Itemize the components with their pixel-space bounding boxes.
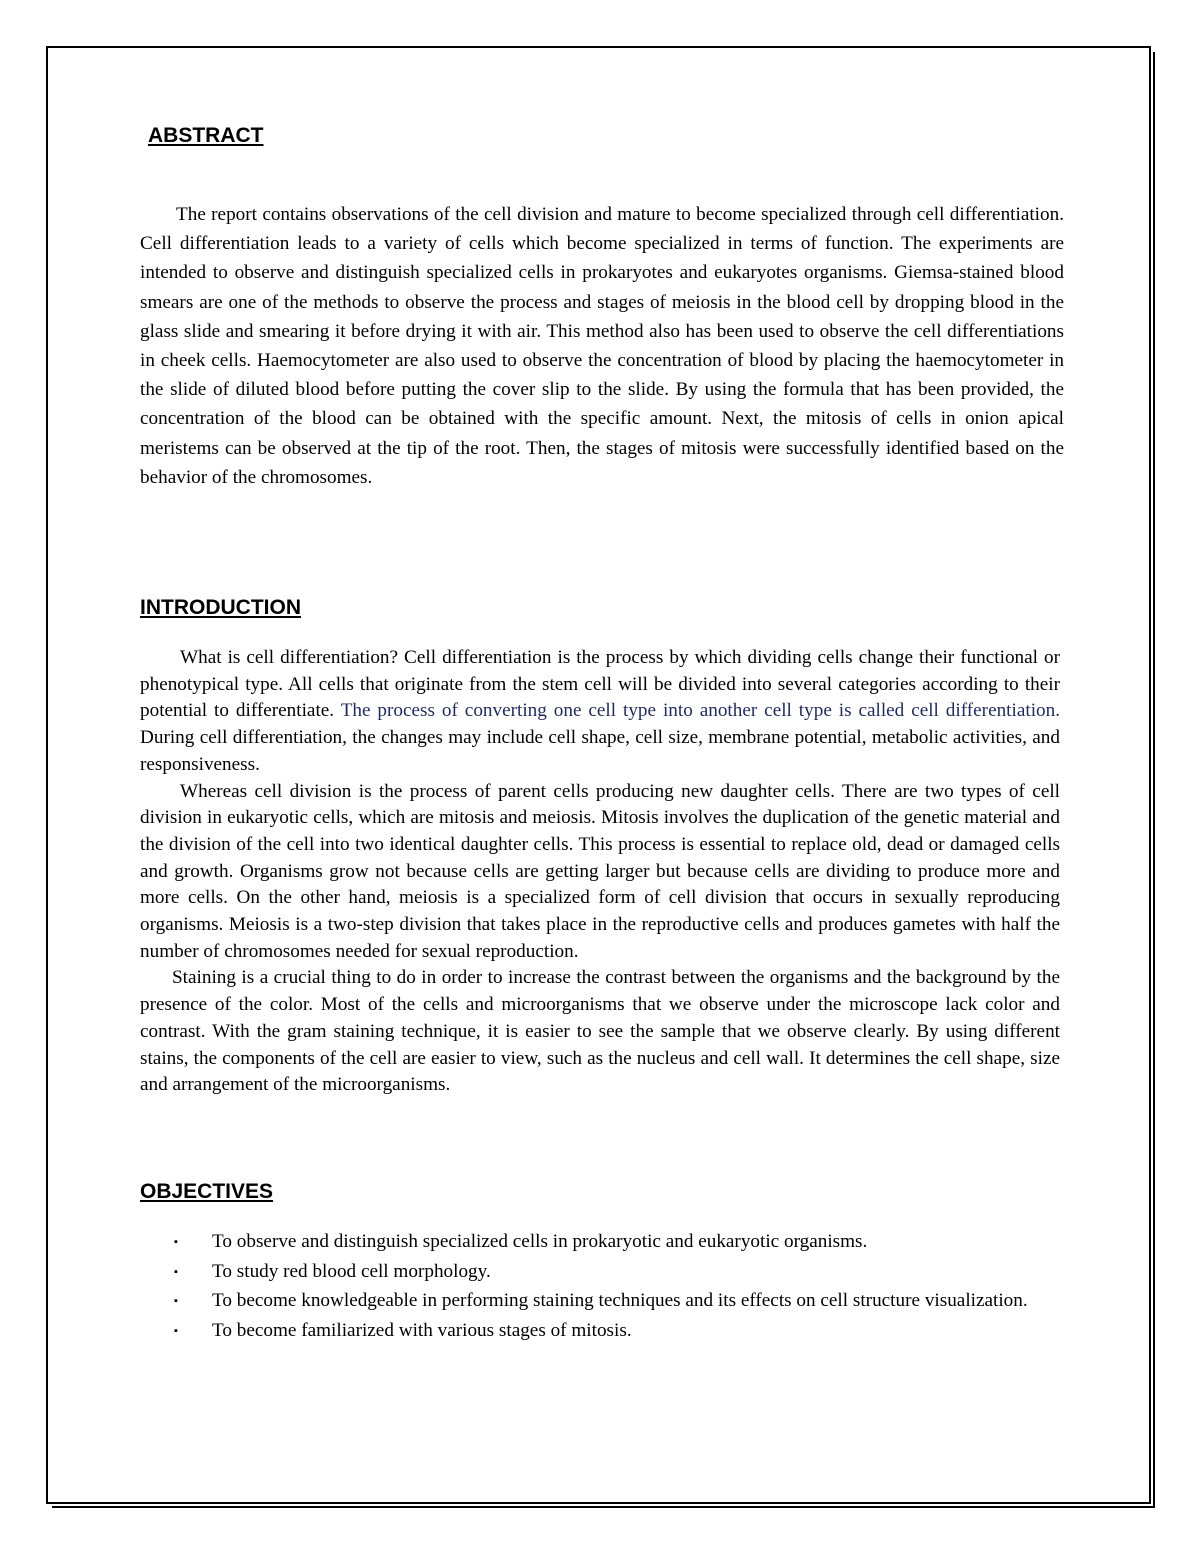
objective-text: To study red blood cell morphology. [212, 1260, 491, 1282]
objective-text: To become familiarized with various stages of mitosis. [212, 1319, 632, 1341]
introduction-paragraph-3 [140, 965, 1060, 1099]
intro-p1-part-a: What is cell differentiation? Cell differentiation is the process by which dividing cells change their functional or phenotypical type. All cells that originate from the stem cell will be divided into several categories according to their potential to differentiate. [140, 647, 1060, 722]
list-item [172, 1317, 1052, 1346]
introduction-paragraph-2 [140, 779, 1060, 966]
abstract-text: The report contains observations of the cell division and mature to become specialized through cell differentiation. Cell differentiation leads to a variety of cells which become specialized in terms of function. The experiments are intended to observe and distinguish specialized cells in prokaryotes and eukaryotes organisms. Giemsa-stained blood smears are one of the methods to observe the process and stages of meiosis in the blood cell by dropping blood in the glass slide and smearing it before drying it with air. This method also has been used to observe the cell differentiations in cheek cells. Haemocytometer are also used to observe the concentration of blood by placing the haemocytometer in the slide of diluted blood before putting the cover slip to the slide. By using the formula that has been provided, the concentration of the blood can be obtained with the specific amount. Next, the mitosis of cells in onion apical meristems can be observed at the tip of the root. Then, the stages of mitosis were successfully identified based on the behavior of the chromosomes. [140, 204, 1064, 488]
list-item [172, 1228, 1052, 1257]
list-item [172, 1258, 1052, 1287]
introduction-paragraph-1 [140, 645, 1060, 779]
bullet-icon: ▪ [174, 1324, 178, 1337]
introduction-body [140, 645, 1060, 1099]
objectives-list [172, 1228, 1052, 1346]
introduction-heading: INTRODUCTION [140, 596, 301, 619]
objective-text: To become knowledgeable in performing staining techniques and its effects on cell structure visualization. [212, 1290, 1028, 1311]
abstract-heading: ABSTRACT [148, 124, 264, 147]
intro-p2-text: Whereas cell division is the process of parent cells producing new daughter cells. There are two types of cell division in eukaryotic cells, which are mitosis and meiosis. Mitosis involves the duplication of the genetic material and the division of the cell into two identical daughter cells. This process is essential to replace old, dead or damaged cells and growth. Organisms grow not because cells are getting larger but because cells are dividing to produce more and more cells. On the other hand, meiosis is a specialized form of cell division that occurs in sexually reproducing organisms. Meiosis is a two-step division that takes place in the reproductive cells and produces gametes with half the number of chromosomes needed for sexual reproduction. [140, 780, 1060, 962]
list-item [172, 1287, 1052, 1316]
objectives-heading: OBJECTIVES [140, 1180, 274, 1203]
objective-text: To observe and distinguish specialized cells in prokaryotic and eukaryotic organisms. [212, 1231, 868, 1252]
bullet-icon: ▪ [174, 1236, 178, 1248]
bullet-icon: ▪ [174, 1265, 178, 1278]
bullet-icon: ▪ [174, 1295, 178, 1307]
intro-p1-part-b: The process of converting one cell type into another cell type is called cell differentiation. [340, 700, 1061, 722]
intro-p3-text: Staining is a crucial thing to do in order to increase the contrast between the organisms and the background by the presence of the color. Most of the cells and microorganisms that we observe under the microscope lack color and contrast. With the gram staining technique, it is easier to see the sample that we observe clearly. By using different stains, the components of the cell are easier to view, such as the nucleus and cell wall. It determines the cell shape, size and arrangement of the microorganisms. [140, 967, 1060, 1096]
intro-p1-part-c: During cell differentiation, the changes may include cell shape, cell size, membrane potential, metabolic activities, and responsiveness. [140, 727, 1060, 775]
abstract-paragraph [140, 200, 1064, 492]
